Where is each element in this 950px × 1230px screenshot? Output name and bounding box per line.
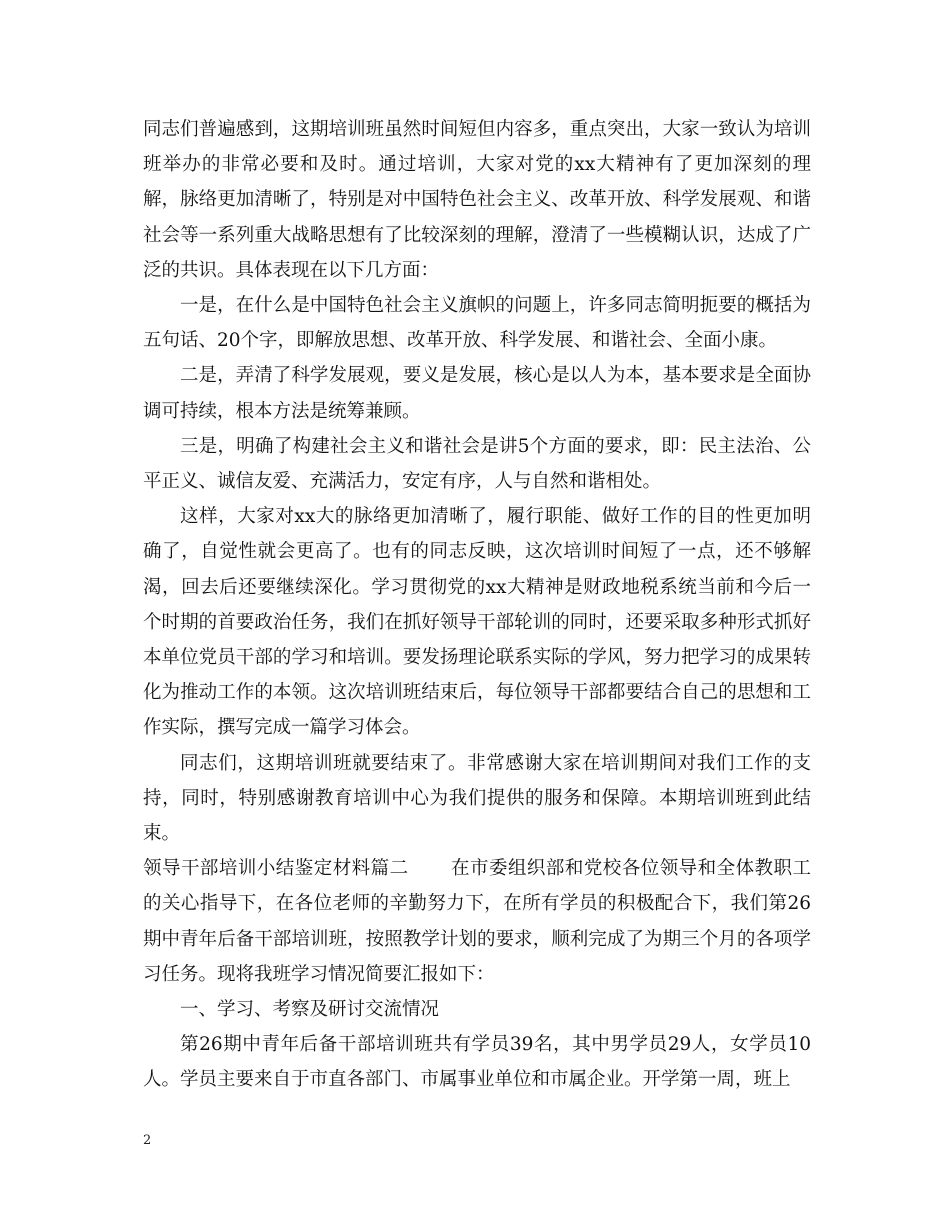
paragraph-point-one: 一是，在什么是中国特色社会主义旗帜的问题上，许多同志简明扼要的概括为五句话、20个字，即解放思想、改革开放、科学发展、和谐社会、全面小康。 [143,295,811,352]
paragraph-class-overview: 第26期中青年后备干部培训班共有学员39名，其中男学员29人，女学员10人。学员主要来自于市直各部门、市属事业单位和市属企业。开学第一周，班上 [143,1034,811,1091]
paragraph-summary: 同志们普遍感到，这期培训班虽然时间短但内容多，重点突出，大家一致认为培训班举办的非常必要和及时。通过培训，大家对党的xx大精神有了更加深刻的理解，脉络更加清晰了，特别是对中国特色社会主义、改革开放、科学发展观、和谐社会等一系列重大战略思想有了比较深刻的理解，澄清了一些模糊认识，达成了广泛的共识。具体表现在以下几方面： [143,119,811,281]
paragraph-point-three: 三是，明确了构建社会主义和谐社会是讲5个方面的要求，即：民主法治、公平正义、诚信友爱、充满活力，安定有序，人与自然和谐相处。 [143,435,811,493]
paragraph-point-two: 二是，弄清了科学发展观，要义是发展，核心是以人为本，基本要求是全面协调可持续，根本方法是统筹兼顾。 [143,365,811,422]
paragraph-closing: 同志们，这期培训班就要结束了。非常感谢大家在培训期间对我们工作的支持，同时，特别感谢教育培训中心为我们提供的服务和保障。本期培训班到此结束。 [143,752,811,845]
section-two-title: 领导干部培训小结鉴定材料篇二 [143,858,409,880]
paragraph-conclusion: 这样，大家对xx大的脉络更加清晰了，履行职能、做好工作的目的性更加明确了，自觉性就会更高了。也有的同志反映，这次培训时间短了一点，还不够解渴，回去后还要继续深化。学习贯彻党的xx大精神是财政地税系统当前和今后一个时期的首要政治任务，我们在抓好领导干部轮训的同时，还要采取多种形式抓好本单位党员干部的学习和培训。要发扬理论联系实际的学风，努力把学习的成果转化为推动工作的本领。这次培训班结束后，每位领导干部都要结合自己的思想和工作实际，撰写完成一篇学习体会。 [143,506,811,739]
subsection-heading: 一、学习、考察及研讨交流情况 [180,999,440,1021]
section-two-intro [143,851,811,992]
section-two-text: 在市委组织部和党校各位领导和全体教职工的关心指导下，在各位老师的辛勤努力下，在所有学员的积极配合下，我们第26期中青年后备干部培训班，按照教学计划的要求，顺利完成了为期三个月的各项学习任务。现将我班学习情况简要汇报如下： [143,858,811,985]
document-body [143,112,811,1098]
page-number: 2 [143,1133,152,1148]
